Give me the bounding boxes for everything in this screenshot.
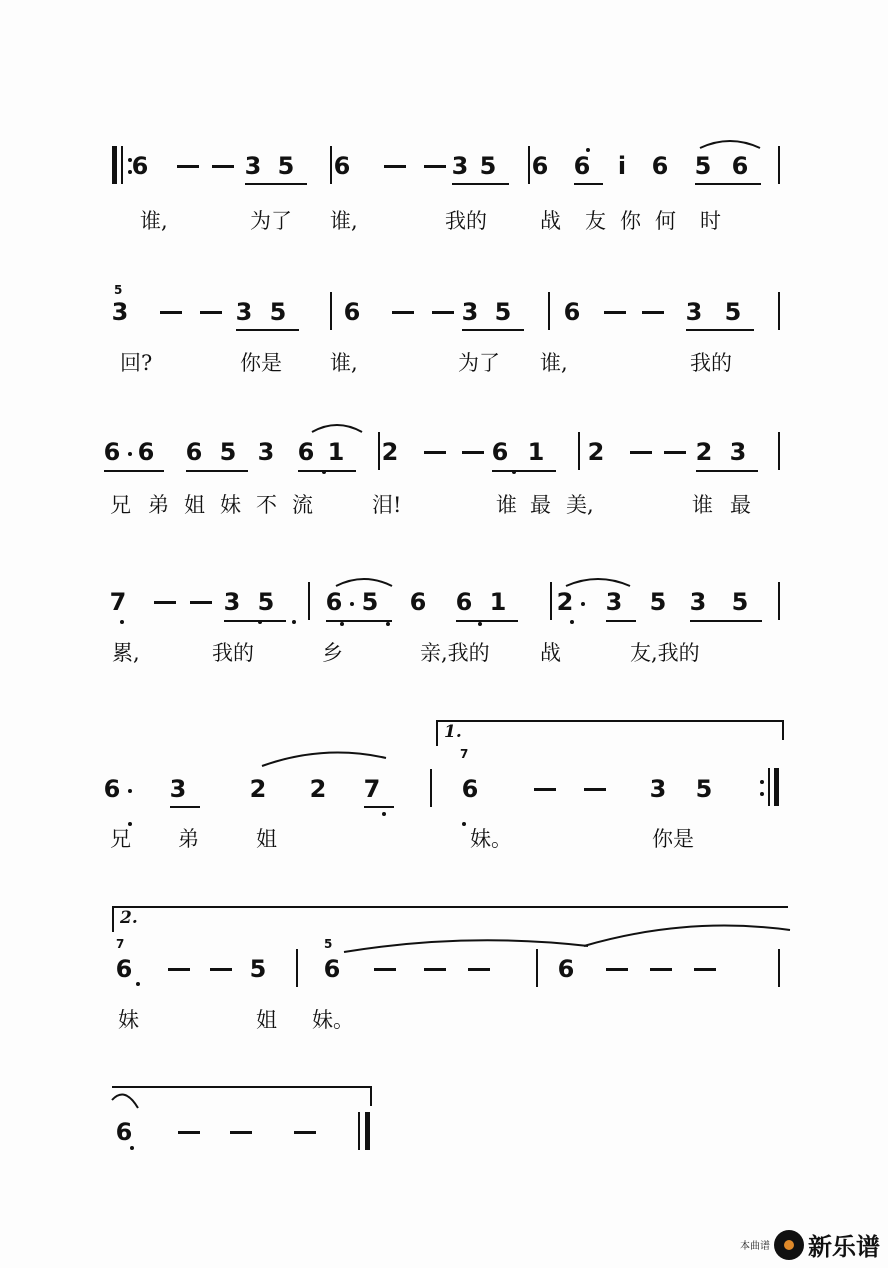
final-bar-thin (358, 1112, 360, 1150)
volta-bracket (370, 1086, 372, 1106)
volta-number: 1. (444, 722, 462, 742)
lyric-text: 谁 (692, 493, 713, 517)
lyric-text: 流 (292, 493, 313, 517)
note: 5 (257, 588, 275, 616)
note: 3 (257, 438, 275, 466)
lyric-text: 为了 (458, 351, 500, 375)
lyric-text: 妹 (220, 493, 241, 517)
note: 1 (327, 438, 345, 466)
note: 1 (527, 438, 545, 466)
note: 3 (244, 152, 262, 180)
lyric-text: 兄 (110, 827, 131, 851)
lyric-text: 美, (566, 493, 594, 517)
brand-watermark (740, 1227, 880, 1262)
lyric-text: 兄 (110, 493, 131, 517)
note: i (617, 152, 627, 180)
note: 2 (381, 438, 399, 466)
note: 6 (137, 438, 155, 466)
volta-bracket (436, 720, 784, 722)
lyric-text: 友,我的 (630, 641, 700, 665)
repeat-dot (760, 780, 764, 784)
note: 6 (103, 775, 121, 803)
lyric-text: 我的 (212, 641, 254, 665)
vinyl-record-icon (774, 1230, 804, 1260)
lyric-text: 时 (700, 209, 721, 233)
note: 5 (724, 298, 742, 326)
volta-bracket (436, 720, 438, 746)
lyric-text: 战 (540, 641, 561, 665)
note: 5 (269, 298, 287, 326)
note: 6 (731, 152, 749, 180)
note: 3 (729, 438, 747, 466)
note: 6 (131, 152, 149, 180)
lyric-text: 为了 (250, 209, 292, 233)
lyric-text: 最 (530, 493, 551, 517)
note: 6 (115, 955, 133, 983)
note: 6 (333, 152, 351, 180)
note: 5 (277, 152, 295, 180)
note: 6 (651, 152, 669, 180)
note: 6 (185, 438, 203, 466)
note: 3 (685, 298, 703, 326)
note: 3 (111, 298, 129, 326)
note: 3 (649, 775, 667, 803)
lyric-text: 妹。 (312, 1008, 354, 1032)
grace-note: 7 (460, 747, 469, 761)
note: 3 (451, 152, 469, 180)
note: 5 (249, 955, 267, 983)
lyric-text: 你是 (652, 827, 694, 851)
note: 5 (361, 588, 379, 616)
note: 3 (689, 588, 707, 616)
lyric-text: 乡 (322, 641, 343, 665)
note: 6 (323, 955, 341, 983)
final-bar-thick (365, 1112, 370, 1150)
lyric-text: 妹。 (470, 827, 512, 851)
note: 7 (109, 588, 127, 616)
note: 2 (249, 775, 267, 803)
slur (312, 425, 362, 432)
grace-note: 5 (324, 937, 333, 951)
lyric-text: 谁 (496, 493, 517, 517)
note: 5 (479, 152, 497, 180)
lyric-text: 不 (256, 493, 277, 517)
lyric-text: 我的 (445, 209, 487, 233)
note: 6 (103, 438, 121, 466)
lyric-text: 谁, (330, 209, 358, 233)
volta-number: 2. (120, 908, 138, 928)
volta-bracket (112, 906, 788, 908)
note: 5 (731, 588, 749, 616)
lyric-text: 姐 (256, 827, 277, 851)
repeat-end-thick (774, 768, 779, 806)
note: 6 (573, 152, 591, 180)
note: 2 (309, 775, 327, 803)
repeat-end-thin (768, 768, 770, 806)
slur (700, 141, 760, 148)
grace-note: 5 (114, 283, 123, 297)
slur (262, 753, 386, 766)
lyric-text: 最 (730, 493, 751, 517)
lyric-text: 妹 (118, 1008, 139, 1032)
note: 6 (491, 438, 509, 466)
note: 6 (563, 298, 581, 326)
lyric-text: 姐 (184, 493, 205, 517)
lyric-text: 我的 (690, 351, 732, 375)
note: 6 (409, 588, 427, 616)
note: 6 (461, 775, 479, 803)
note: 5 (649, 588, 667, 616)
note: 3 (223, 588, 241, 616)
lyric-text: 弟 (148, 493, 169, 517)
note: 2 (695, 438, 713, 466)
note: 3 (235, 298, 253, 326)
note: 7 (363, 775, 381, 803)
lyric-text: 谁, (540, 351, 568, 375)
grace-note: 7 (116, 937, 125, 951)
lyric-text: 你是 (240, 351, 282, 375)
lyric-text: 亲,我的 (420, 641, 490, 665)
note: 3 (605, 588, 623, 616)
note: 6 (115, 1118, 133, 1146)
note: 6 (455, 588, 473, 616)
note: 5 (695, 775, 713, 803)
slur (584, 926, 790, 946)
slur (344, 940, 588, 952)
note: 6 (325, 588, 343, 616)
volta-bracket (112, 1086, 372, 1088)
lyric-text: 何 (655, 209, 676, 233)
note: 6 (343, 298, 361, 326)
volta-bracket (782, 720, 784, 740)
repeat-dot (760, 792, 764, 796)
lyric-text: 弟 (178, 827, 199, 851)
note: 6 (297, 438, 315, 466)
lyric-text: 泪! (372, 493, 402, 517)
note: 3 (169, 775, 187, 803)
note: 2 (556, 588, 574, 616)
slur (566, 579, 630, 586)
note: 5 (219, 438, 237, 466)
note: 6 (557, 955, 575, 983)
lyric-text: 谁, (330, 351, 358, 375)
note: 6 (531, 152, 549, 180)
lyric-text: 累, (112, 641, 140, 665)
lyric-text: 战 (540, 209, 561, 233)
slur (336, 579, 392, 586)
note: 1 (489, 588, 507, 616)
slur (112, 1095, 138, 1108)
note: 5 (694, 152, 712, 180)
lyric-text: 回? (120, 351, 153, 375)
note: 3 (461, 298, 479, 326)
lyric-text: 谁, (140, 209, 168, 233)
note: 2 (587, 438, 605, 466)
volta-bracket (112, 906, 114, 932)
brand-name: 新乐谱 (808, 1233, 880, 1261)
lyric-text: 姐 (256, 1008, 277, 1032)
brand-small-text: 本曲谱 (740, 1241, 770, 1252)
lyric-text: 你 (620, 209, 641, 233)
lyric-text: 友 (585, 209, 606, 233)
note: 5 (494, 298, 512, 326)
